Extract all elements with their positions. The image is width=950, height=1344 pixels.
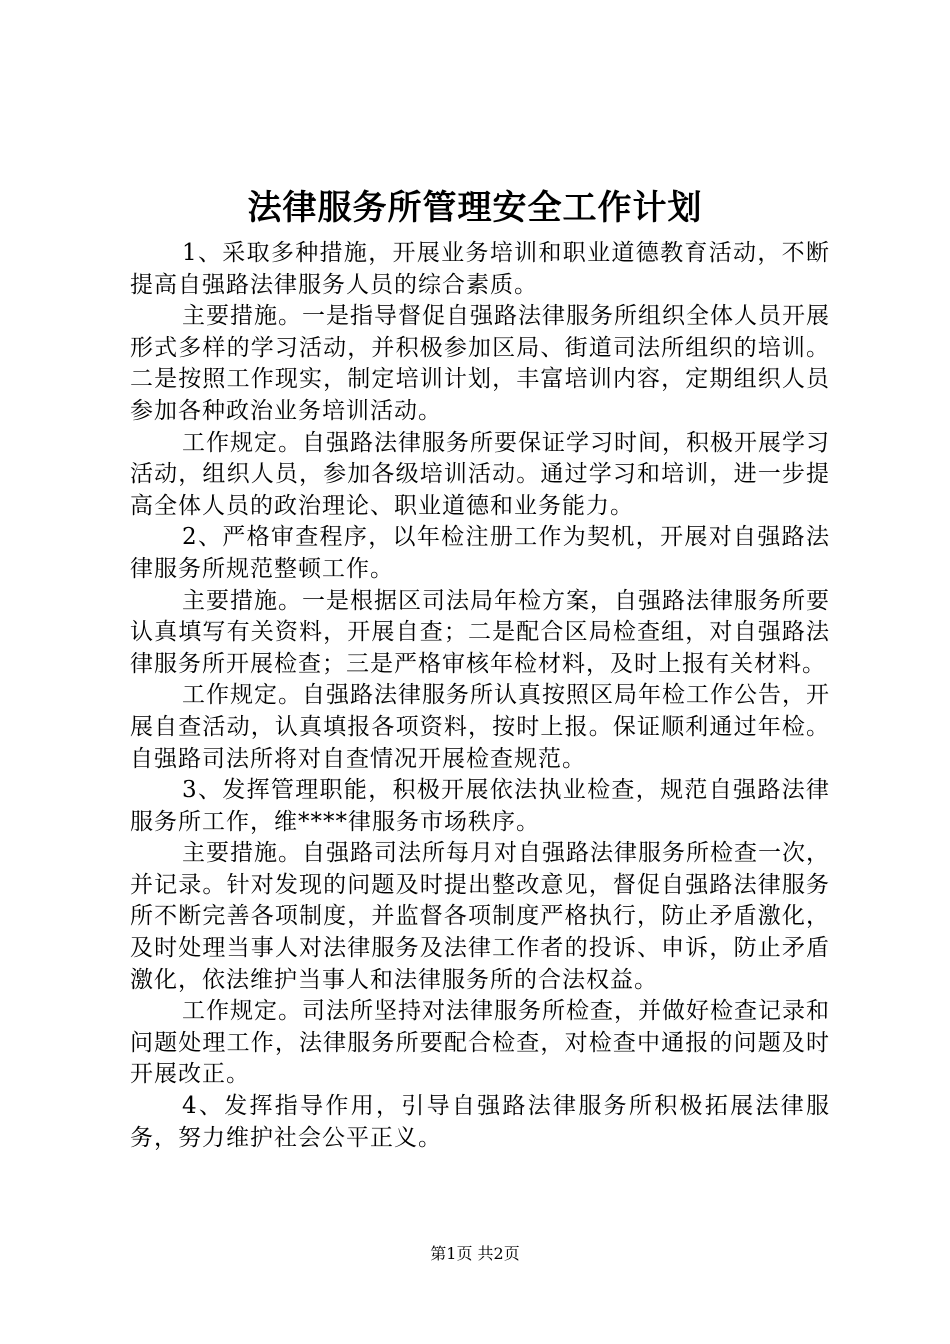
paragraph-6: 工作规定。自强路法律服务所认真按照区局年检工作公告，开展自查活动，认真填报各项资料，按时上报。保证顺利通过年检。自强路司法所将对自查情况开展检查规范。 — [130, 682, 830, 772]
paragraph-2: 主要措施。一是指导督促自强路法律服务所组织全体人员开展形式多样的学习活动，并积极参加区局、街道司法所组织的培训。二是按照工作现实，制定培训计划，丰富培训内容，定期组织人员参加各种政治业务培训活动。 — [130, 303, 830, 424]
document-title: 法律服务所管理安全工作计划 — [247, 188, 703, 228]
paragraph-5: 主要措施。一是根据区司法局年检方案，自强路法律服务所要认真填写有关资料，开展自查；二是配合区局检查组，对自强路法律服务所开展检查；三是严格审核年检材料，及时上报有关材料。 — [130, 587, 830, 677]
document-body — [130, 238, 830, 1154]
page-footer: 第1页 共2页 — [430, 1244, 520, 1263]
paragraph-9: 工作规定。司法所坚持对法律服务所检查，并做好检查记录和问题处理工作，法律服务所要配合检查，对检查中通报的问题及时开展改正。 — [130, 998, 830, 1088]
paragraph-1: 1、采取多种措施，开展业务培训和职业道德教育活动，不断提高自强路法律服务人员的综合素质。 — [130, 240, 830, 298]
paragraph-4: 2、严格审查程序，以年检注册工作为契机，开展对自强路法律服务所规范整顿工作。 — [130, 524, 830, 582]
paragraph-10: 4、发挥指导作用，引导自强路法律服务所积极拓展法律服务，努力维护社会公平正义。 — [130, 1093, 830, 1151]
paragraph-7: 3、发挥管理职能，积极开展依法执业检查，规范自强路法律服务所工作，维****律服务市场秩序。 — [130, 777, 830, 835]
paragraph-8: 主要措施。自强路司法所每月对自强路法律服务所检查一次，并记录。针对发现的问题及时提出整改意见，督促自强路法律服务所不断完善各项制度，并监督各项制度严格执行，防止矛盾激化，及时处理当事人对法律服务及法律工作者的投诉、申诉，防止矛盾激化，依法维护当事人和法律服务所的合法权益。 — [130, 840, 830, 993]
paragraph-3: 工作规定。自强路法律服务所要保证学习时间，积极开展学习活动，组织人员，参加各级培训活动。通过学习和培训，进一步提高全体人员的政治理论、职业道德和业务能力。 — [130, 429, 830, 519]
